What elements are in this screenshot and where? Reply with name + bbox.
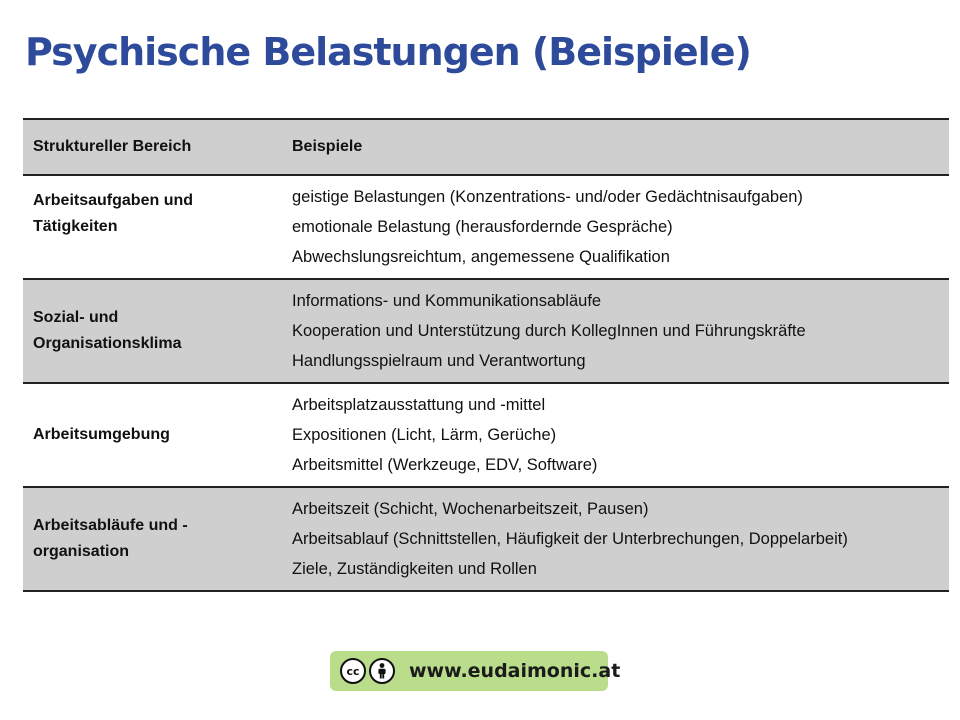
page-title: Psychische Belastungen (Beispiele) — [25, 30, 751, 74]
bereich-line: Tätigkeiten — [33, 218, 118, 235]
bereich-line: Arbeitsaufgaben und — [33, 192, 194, 209]
bereich-line: organisation — [33, 543, 130, 560]
example-item: Kooperation und Unterstützung durch KollegInnen und Führungskräfte — [292, 322, 806, 340]
attribution-icon — [369, 658, 395, 684]
bereich-line: Arbeitsumgebung — [33, 426, 170, 443]
example-item: Arbeitsplatzausstattung und -mittel — [292, 396, 546, 414]
table-row — [23, 280, 949, 384]
example-item: Handlungsspielraum und Verantwortung — [292, 352, 586, 370]
table-row — [23, 176, 949, 280]
table-row — [23, 384, 949, 488]
example-item: Arbeitsmittel (Werkzeuge, EDV, Software) — [292, 456, 598, 474]
license-icons — [340, 658, 395, 684]
bereich-line: Organisationsklima — [33, 335, 182, 352]
example-item: Arbeitsablauf (Schnittstellen, Häufigkeit der Unterbrechungen, Doppelarbeit) — [292, 530, 848, 548]
example-item: Expositionen (Licht, Lärm, Gerüche) — [292, 426, 557, 444]
beispiele-cell — [292, 286, 949, 376]
beispiele-cell — [292, 494, 949, 584]
example-item: geistige Belastungen (Konzentrations- und/oder Gedächtnisaufgaben) — [292, 188, 803, 206]
header-strukturbereich: Struktureller Bereich — [33, 138, 192, 155]
table-header-row — [23, 120, 949, 176]
bereich-cell — [23, 182, 292, 272]
bereich-cell — [23, 494, 292, 584]
bereich-cell — [23, 286, 292, 376]
bereich-line: Arbeitsabläufe und - — [33, 517, 188, 534]
example-item: Arbeitszeit (Schicht, Wochenarbeitszeit, Pausen) — [292, 500, 649, 518]
license-badge[interactable] — [330, 651, 621, 691]
table-row — [23, 488, 949, 592]
creative-commons-icon: cc — [340, 658, 366, 684]
website-link[interactable]: www.eudaimonic.at — [409, 660, 621, 682]
beispiele-cell — [292, 182, 949, 272]
bereich-line: Sozial- und — [33, 309, 119, 326]
example-item: Abwechslungsreichtum, angemessene Qualifikation — [292, 248, 670, 266]
bereich-cell — [23, 390, 292, 480]
example-item: Informations- und Kommunikationsabläufe — [292, 292, 602, 310]
beispiele-cell — [292, 390, 949, 480]
example-item: emotionale Belastung (herausfordernde Gespräche) — [292, 218, 673, 236]
header-beispiele: Beispiele — [292, 138, 363, 155]
example-item: Ziele, Zuständigkeiten und Rollen — [292, 560, 537, 578]
belastungen-table — [23, 118, 949, 592]
